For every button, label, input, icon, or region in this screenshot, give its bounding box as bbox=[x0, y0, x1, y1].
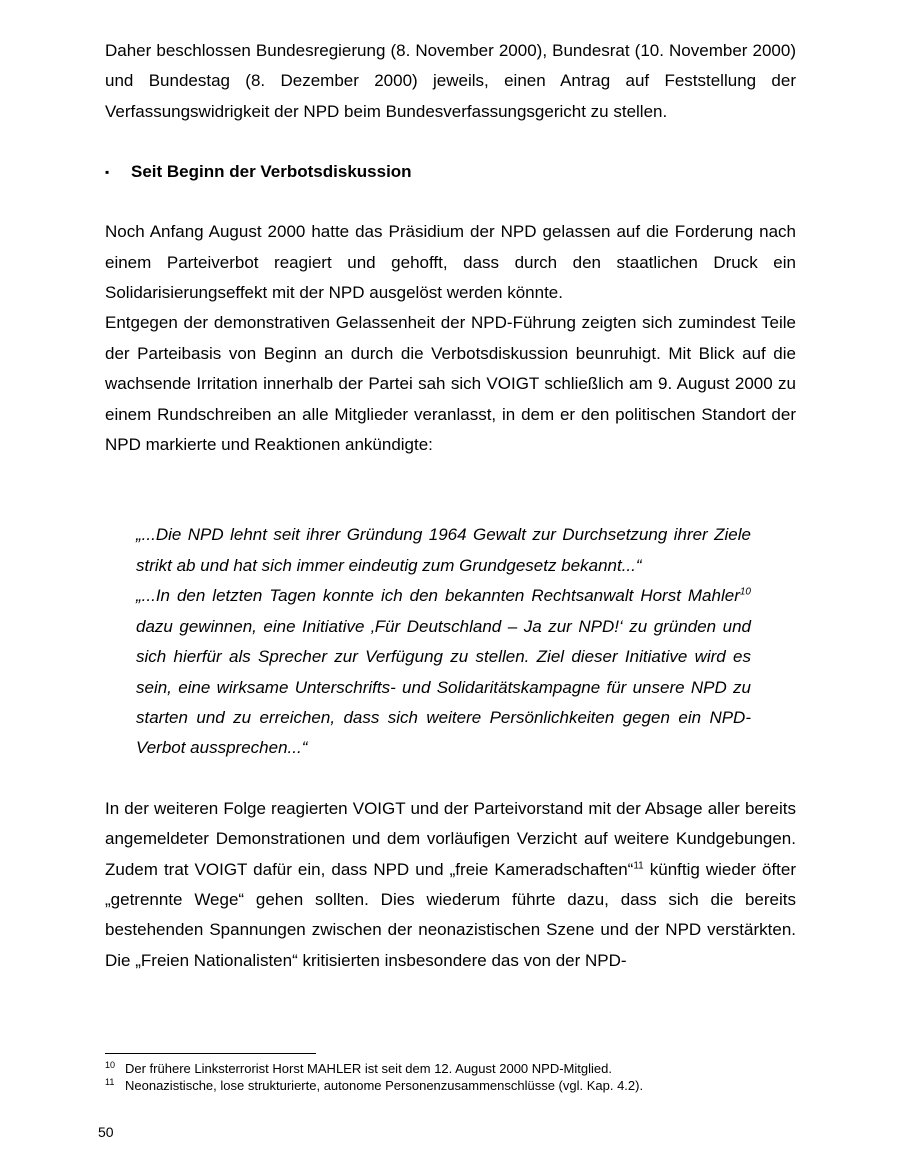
footnote-ref-11[interactable]: 11 bbox=[633, 859, 644, 871]
paragraph-1: Noch Anfang August 2000 hatte das Präsidium der NPD gelassen auf die Forderung nach einem Parteiverbot reagiert und gehofft, dass durch den staatlichen Druck ein Solidarisierungseffekt mit der NPD ausgelöst werden könnte. bbox=[105, 222, 796, 303]
page-number: 50 bbox=[98, 1124, 114, 1140]
bullet-icon: ▪ bbox=[105, 165, 110, 180]
footnote-ref-10[interactable]: 10 bbox=[739, 586, 751, 598]
block-quote bbox=[136, 520, 751, 763]
paragraph-3-start: In der weiteren Folge reagierten VOIGT und der Parteivorstand mit der Absage aller bereits angemeldeter Demonstrationen und dem vorläufigen Verzicht auf weitere Kundgebungen. Zudem trat VOIGT dafür ein, dass NPD und „freie Kameradschaften“ bbox=[105, 798, 796, 879]
paragraph-intro: Daher beschlossen Bundesregierung (8. November 2000), Bundesrat (10. November 2000) und Bundestag (8. Dezember 2000) jeweils, einen Antrag auf Feststellung der Verfassungswidrigkeit der NPD beim Bundesverfassungsgericht zu stellen. bbox=[105, 41, 796, 121]
quote-2 bbox=[136, 581, 751, 763]
footnotes bbox=[105, 1060, 805, 1094]
quote-1: „...Die NPD lehnt seit ihrer Gründung 1964 Gewalt zur Durchsetzung ihrer Ziele strikt ab und hat sich immer eindeutig zum Grundgesetz bekannt...“ bbox=[136, 525, 751, 575]
footnote-number: 11 bbox=[105, 1077, 115, 1087]
paragraph-2: Entgegen der demonstrativen Gelassenheit der NPD-Führung zeigten sich zumindest Teile der Parteibasis von Beginn an durch die Verbotsdiskussion beunruhigt. Mit Blick auf die wachsende Irritation innerhalb der Partei sah sich VOIGT schließlich am 9. August 2000 zu einem Rundschreiben an alle Mitglieder veranlasst, in dem er den politischen Standort der NPD markierte und Reaktionen ankündigte: bbox=[105, 313, 796, 455]
quote-2-end: dazu gewinnen, eine Initiative ‚Für Deutschland – Ja zur NPD!‘ zu gründen und sich hierfür als Sprecher zur Verfügung zu stellen. Ziel dieser Initiative wird es sein, eine wirksame Unterschrifts- und Solidaritätskampagne für unsere NPD zu starten und zu erreichen, dass sich weitere Persönlichkeiten gegen ein NPD-Verbot aussprechen...“ bbox=[136, 616, 751, 758]
page-body bbox=[105, 36, 796, 976]
footnote-10 bbox=[105, 1060, 805, 1077]
quote-2-start: „...In den letzten Tagen konnte ich den bekannten Rechtsanwalt Horst Mahler bbox=[136, 586, 740, 606]
footnote-text: Neonazistische, lose strukturierte, autonome Personenzusammenschlüsse (vgl. Kap. 4.2). bbox=[125, 1078, 644, 1093]
section-heading bbox=[105, 157, 796, 187]
paragraph-3-end: künftig wieder öfter „getrennte Wege“ gehen sollten. Dies wiederum führte dazu, dass sich die bereits bestehenden Spannungen zwischen der neonazistischen Szene und der NPD verstärkten. Die „Freien Nationalisten“ kritisierten insbesondere das von der NPD- bbox=[105, 859, 797, 970]
section-heading-text: Seit Beginn der Verbotsdiskussion bbox=[131, 162, 412, 182]
footnote-text: Der frühere Linksterrorist Horst MAHLER ist seit dem 12. August 2000 NPD-Mitglied. bbox=[125, 1061, 612, 1076]
footnote-11 bbox=[105, 1077, 805, 1094]
paragraph-3 bbox=[105, 794, 796, 976]
footnote-number: 10 bbox=[105, 1060, 116, 1070]
footnote-divider bbox=[105, 1053, 316, 1054]
